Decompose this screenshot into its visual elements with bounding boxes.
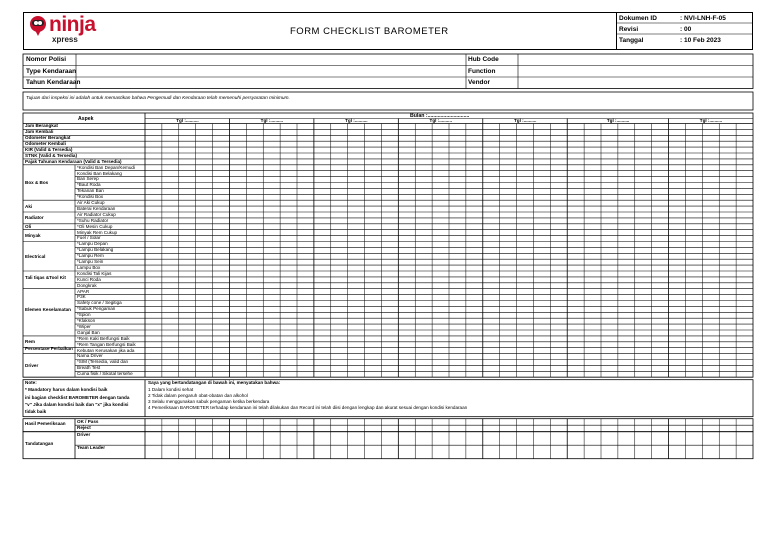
note-line: tidak baik <box>25 409 47 414</box>
aspek-row-label: STNK (Valid & Tersedia) <box>25 152 77 158</box>
note-line: ini bagian checklist BAROMETER dengan tanda <box>25 394 130 400</box>
item-label: P3K <box>77 294 86 300</box>
tandatangan-label: Tandatangan <box>25 441 54 447</box>
item-label: Fuel / Solar <box>77 235 101 241</box>
item-label: Nama Driver <box>77 353 103 359</box>
statement-line: 2 Tidak dalam pengaruh obat-obatan dan alkohol <box>148 392 248 398</box>
aspek-header: Aspek <box>78 115 94 122</box>
group-label: Electrical <box>25 253 46 259</box>
doc-value: : 10 Feb 2023 <box>680 37 721 44</box>
item-label: Air Radiator Cukup <box>77 211 116 217</box>
group-label: Oli <box>25 224 32 230</box>
item-label: Minyak Rem Cukup <box>77 229 118 235</box>
item-label: *Kondisi Box <box>77 194 104 200</box>
tgl-header: Tgl :.......... <box>429 118 453 123</box>
aspek-row-label: Odometer Berangkat <box>25 135 71 141</box>
purpose-text: Tujuan dari inspeksi ini adalah untuk memastikan bahwa Pengemudi dan Kendaraan telah memenuhi persyaratan minimum. <box>26 96 290 101</box>
item-label: *Spion <box>77 312 91 318</box>
checklist-frame <box>23 113 753 377</box>
info-frame <box>23 54 753 89</box>
group-label: Driver <box>25 362 39 368</box>
item-label: Dongkrak <box>77 282 97 288</box>
statement-line: 1 Dalam kondisi sehat <box>148 386 194 392</box>
item-label: *SIM (Tersedia, valid dan <box>77 359 129 365</box>
item-label: Breath Test <box>77 365 101 371</box>
item-label: *Lampu Belakang <box>77 247 114 253</box>
doc-value: : 00 <box>680 26 692 33</box>
item-label: *Kondisi Ban Depan/Kemudi <box>77 164 135 170</box>
tgl-header: Tgl :.......... <box>606 118 630 123</box>
tgl-header: Tgl :.......... <box>345 118 368 123</box>
tgl-header: Tgl :.......... <box>699 118 723 123</box>
item-label: Kunci Roda <box>77 276 101 282</box>
tgl-header: Tgl :.......... <box>514 118 537 123</box>
result-item-label: Driver <box>77 431 91 437</box>
group-label: Aki <box>25 203 33 209</box>
group-label: Minyak <box>25 233 41 239</box>
item-label: *Lampu Depan <box>77 241 108 247</box>
item-label: *Rem Tangan Berfungsi Baik <box>77 341 136 347</box>
note-line: "v" Jika dalam kondisi baik dan "x" jika kondisi <box>25 401 129 407</box>
group-label: Box & Bos <box>25 180 49 185</box>
statement-title: Saya yang bertandatangan di bawah ini, menyatakan bahwa: <box>148 380 281 386</box>
info-label: Tahun Kendaraan <box>26 79 81 86</box>
logo-subtext: xpress <box>52 35 78 44</box>
item-label: *Baut Roda <box>77 182 101 188</box>
item-label: Ganjal Ban <box>77 329 100 335</box>
item-label: Safety cone / Segitiga <box>77 300 122 306</box>
item-label: *Oli Mesin Cukup <box>77 223 113 229</box>
doc-label: Revisi <box>619 26 639 33</box>
info-label: Hub Code <box>468 56 499 63</box>
item-label: Air Aki Cukup <box>77 200 105 205</box>
item-label: Kondisi Ban Belakang <box>77 170 122 176</box>
result-item-label: OK / Pass <box>77 418 99 424</box>
item-label: Kebutan Kerusakan jika ada <box>77 347 135 353</box>
group-label: Rem <box>25 339 35 345</box>
aspek-row-label: Pajak Tahunan Kendaraan (Valid & Tersedia) <box>25 158 122 164</box>
note-frame <box>23 380 753 417</box>
item-label: *Klakson <box>77 318 96 323</box>
aspek-row-label: Odometer Kembali <box>25 141 66 146</box>
note-line: Note: <box>25 380 37 386</box>
item-label: Ban Serep <box>77 176 99 182</box>
info-label: Function <box>468 67 496 75</box>
statement-line: 4 Pemeriksaan BAROMETER terhadap kendaraan ini telah dilakukan dan Record ini telah diisi dengan lengkap dan akurat sesuai dengan kondisi kendaraan <box>148 405 468 411</box>
item-label: *Lampu Rem <box>77 253 104 259</box>
doc-label: Dokumen ID <box>619 15 657 22</box>
statement-line: 3 Selalu menggunakan sabuk pengaman ketika berkendara <box>148 399 270 405</box>
item-label: Kondisi Tali Kijas <box>77 270 112 276</box>
tgl-header: Tgl :.......... <box>176 118 199 123</box>
bulan-header: Bulan :............................. <box>410 112 470 119</box>
group-label: Elemen Keselamatan <box>25 307 71 313</box>
item-label: *Sabuk Pengaman <box>77 306 116 312</box>
purpose-frame <box>23 92 753 110</box>
tgl-header: Tgl :.......... <box>260 118 284 123</box>
form-title: FORM CHECKLIST BAROMETER <box>290 26 449 37</box>
aspek-row-label: KIR (Valid & Tersedia) <box>25 146 73 152</box>
note-line: * Mandatory harus dalam kondisi baik <box>25 387 108 393</box>
item-label: *Suhu Radiator <box>77 217 109 223</box>
result-item-label: Reject <box>77 425 91 431</box>
hasil-label: Hasil Pemeriksaan <box>25 421 66 427</box>
item-label: Lampu Box <box>77 264 101 270</box>
logo-text: ninja <box>49 13 96 36</box>
item-label: APAR <box>77 288 90 294</box>
doc-value: : NVI-LNH-F-05 <box>680 15 726 22</box>
result-item-label: Team Leader <box>77 445 105 451</box>
aspek-row-label: Jam Berangkat <box>25 123 58 129</box>
info-label: Nomor Polisi <box>26 56 67 63</box>
item-label: *Lampu Sein <box>77 259 104 264</box>
info-label: Type Kendaraan <box>26 67 77 75</box>
group-label: Tali tiqas &Tool Kit <box>25 274 66 280</box>
info-label: Vendor <box>468 79 491 86</box>
group-label: Radiator <box>25 215 44 221</box>
item-label: Tekanan Ban <box>77 188 104 194</box>
item-label: Baterai Kendaraan <box>77 205 116 211</box>
group-label: Persentase Perbaikan <box>25 345 73 351</box>
aspek-row-label: Jam Kembali <box>25 129 54 135</box>
item-label: *Rem Kaki Berfungsi Baik <box>77 335 130 341</box>
item-label: *Wiper <box>77 323 91 329</box>
item-label: Cuma fisik / Sikotal tersehe <box>77 371 133 377</box>
doc-label: Tanggal <box>619 37 644 44</box>
